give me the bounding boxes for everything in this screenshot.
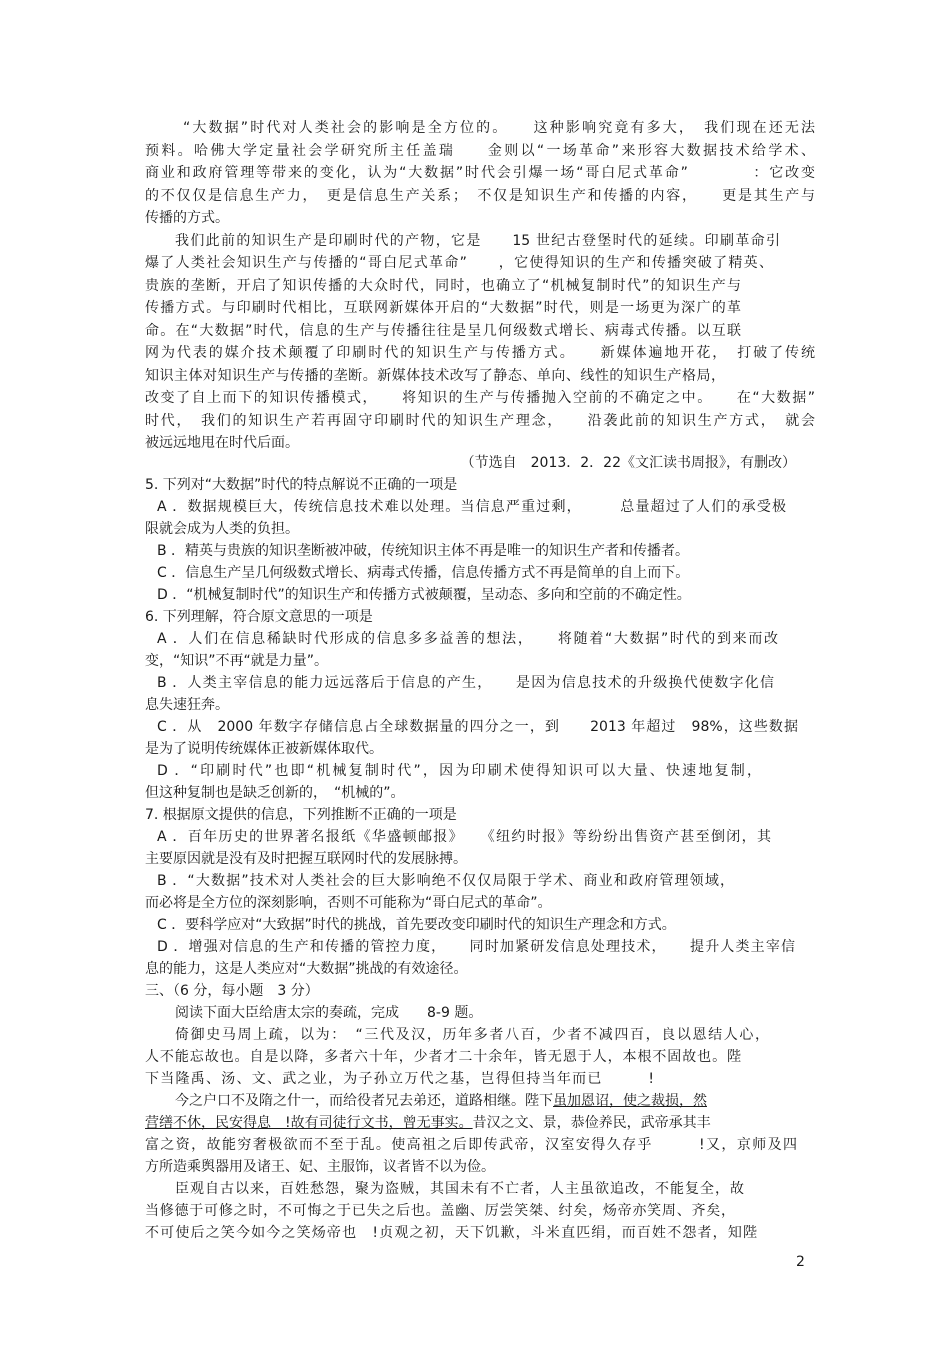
passage-p1-line: 商业和政府管理等带来的变化，认为“大数据”时代会引爆一场“哥白尼式革命” ：它改变 <box>145 165 815 181</box>
q7-option-a-cont: 主要原因就是没有及时把握互联网时代的发展脉搏。 <box>145 851 467 867</box>
q6-option-a: A ．人们在信息稀缺时代形成的信息多多益善的想法， 将随着“大数据”时代的到来而改 <box>157 631 778 647</box>
passage-p1-line: 的不仅仅是信息生产力， 更是信息生产关系； 不仅是知识生产和传播的内容， 更是其生产与 <box>145 188 815 204</box>
classical-text-line <box>175 1091 805 1112</box>
q7-option-d-cont: 息的能力，这是人类应对“大数据”挑战的有效途径。 <box>145 961 468 977</box>
classical-text-line <box>145 1113 805 1134</box>
q7-option-d: D ．增强对信息的生产和传播的管控力度， 同时加紧研发信息处理技术， 提升人类主宰信 <box>157 939 795 955</box>
passage-p1-line: 预料。哈佛大学定量社会学研究所主任盖瑞 金则以“一场革命”来形容大数据技术给学术、 <box>145 143 815 159</box>
question-6-stem: 6. 下列理解，符合原文意思的一项是 <box>145 609 373 625</box>
passage-p2-line: 网为代表的媒介技术颠覆了印刷时代的知识生产与传播方式。 新媒体遍地开花， 打破了传统 <box>145 345 815 361</box>
section-3-heading: 三、（6 分，每小题 3 分） <box>145 983 319 999</box>
classical-text-line: 倚御史马周上疏，以为： “三代及汉，历年多者八百，少者不减四百，良以恩结人心， <box>175 1027 769 1043</box>
passage-p2-line: 时代， 我们的知识生产若再固守印刷时代的知识生产理念， 沿袭此前的知识生产方式， 就会 <box>145 413 815 429</box>
classical-text-line: 方所造乘舆器用及诸王、妃、主服饰，议者皆不以为俭。 <box>145 1159 495 1175</box>
classical-text-line: 人不能忘故也。自是以降，多者六十年，少者才二十余年，皆无恩于人，本根不固故也。陛 <box>145 1049 741 1065</box>
q5-option-c: C ．信息生产呈几何级数式增长、病毒式传播，信息传播方式不再是简单的自上而下。 <box>157 565 690 581</box>
q6-option-c: C ．从 2000 年数字存储信息占全球数据量的四分之一，到 2013 年超过 98%，这些数据 <box>157 719 798 735</box>
passage-p2-line: 改变了自上而下的知识传播模式， 将知识的生产与传播抛入空前的不确定之中。 在“大数据” <box>145 390 815 406</box>
q6-option-c-cont: 是为了说明传统媒体正被新媒体取代。 <box>145 741 383 757</box>
passage-p1-line: “大数据”时代对人类社会的影响是全方位的。 这种影响究竟有多大， 我们现在还无法 <box>183 120 815 136</box>
passage-p2-line: 爆了人类社会知识生产与传播的“哥白尼式革命” ，它使得知识的生产和传播突破了精英、 <box>145 255 773 271</box>
q6-option-b: B ．人类主宰信息的能力远远落后于信息的产生， 是因为信息技术的升级换代使数字化信 <box>157 675 774 691</box>
q7-option-a: A ．百年历史的世界著名报纸《华盛顿邮报》 《纽约时报》等纷纷出售资产甚至倒闭，其 <box>157 829 771 845</box>
classical-text-span: 昔汉之文、景，恭俭养民，武帝承其丰 <box>472 1115 711 1131</box>
classical-text-span: 今之户口不及隋之什一，而给役者兄去弟还，道路相继。陛下 <box>175 1093 553 1109</box>
passage-p2-line: 我们此前的知识生产是印刷时代的产物，它是 15 世纪古登堡时代的延续。印刷革命引 <box>175 233 780 249</box>
q7-option-c: C ．要科学应对“大致据”时代的挑战，首先要改变印刷时代的知识生产理念和方式。 <box>157 917 676 933</box>
q5-option-a: A ．数据规模巨大，传统信息技术难以处理。当信息严重过剩， 总量超过了人们的承受极 <box>157 499 786 515</box>
classical-text-line: 臣观自古以来，百姓愁怨，聚为盗贼，其国未有不亡者，人主虽欲追改，不能复全，故 <box>175 1181 744 1197</box>
q6-option-d: D ．“印刷时代”也即“机械复制时代”，因为印刷术使得知识可以大量、快速地复制， <box>157 763 761 779</box>
passage-p2-line: 知识主体对知识生产与传播的垄断。新媒体技术改写了静态、单向、线性的知识生产格局， <box>145 368 725 384</box>
passage-p2-line: 命。在“大数据”时代，信息的生产与传播往往是呈几何级数式增长、病毒式传播。以互联 <box>145 323 741 339</box>
underlined-sentence: 虽加恩诏，使之裁损，然 <box>553 1093 707 1109</box>
question-7-stem: 7. 根据原文提供的信息，下列推断不正确的一项是 <box>145 807 457 823</box>
passage-source: （节选自 2013．2．22《文汇读书周报》，有删改） <box>460 455 796 471</box>
q6-option-d-cont: 但这种复制也是缺乏创新的， “机械的”。 <box>145 785 405 801</box>
q7-option-b-cont: 而必将是全方位的深刻影响，否则不可能称为“哥白尼式的革命”。 <box>145 895 552 911</box>
passage-p2-line: 被远远地甩在时代后面。 <box>145 435 299 451</box>
q5-option-b: B ．精英与贵族的知识垄断被冲破，传统知识主体不再是唯一的知识生产者和传播者。 <box>157 543 690 559</box>
underlined-sentence: 营缮不休，民安得息 !故有司徒行文书，曾无事实。 <box>145 1115 473 1131</box>
page-number: 2 <box>796 1254 805 1270</box>
q7-option-b: B ．“大数据”技术对人类社会的巨大影响绝不仅仅局限于学术、商业和政府管理领域， <box>157 873 734 889</box>
classical-text-line: 不可使后之笑今如今之笑炀帝也 !贞观之初，天下饥歉，斗米直匹绢，而百姓不怨者，知陛 <box>145 1225 757 1241</box>
question-5-stem: 5. 下列对“大数据”时代的特点解说不正确的一项是 <box>145 477 458 493</box>
passage-p2-line: 传播方式。与印刷时代相比，互联网新媒体开启的“大数据”时代，则是一场更为深广的革 <box>145 300 741 316</box>
q6-option-b-cont: 息失速狂奔。 <box>145 697 229 713</box>
passage-p1-line: 传播的方式。 <box>145 210 229 226</box>
q5-option-d: D ．“机械复制时代”的知识生产和传播方式被颠覆，呈动态、多向和空前的不确定性。 <box>157 587 691 603</box>
passage-p2-line: 贵族的垄断，开启了知识传播的大众时代，同时，也确立了“机械复制时代”的知识生产与 <box>145 278 741 294</box>
classical-text-line: 当修德于可修之时，不可悔之于已失之后也。盖幽、厉尝笑桀、纣矣，炀帝亦笑周、齐矣， <box>145 1203 735 1219</box>
section-3-intro: 阅读下面大臣给唐太宗的奏疏，完成 8-9 题。 <box>175 1005 483 1021</box>
q6-option-a-cont: 变，“知识”不再“就是力量”。 <box>145 653 329 669</box>
q5-option-a-cont: 限就会成为人类的负担。 <box>145 521 299 537</box>
classical-text-line: 富之资，故能穷奢极欲而不至于乱。使高祖之后即传武帝，汉室安得久存乎 !又，京师及四 <box>145 1137 797 1153</box>
classical-text-line: 下当隆禹、汤、文、武之业，为子孙立万代之基，岂得但持当年而已 ! <box>145 1071 654 1087</box>
